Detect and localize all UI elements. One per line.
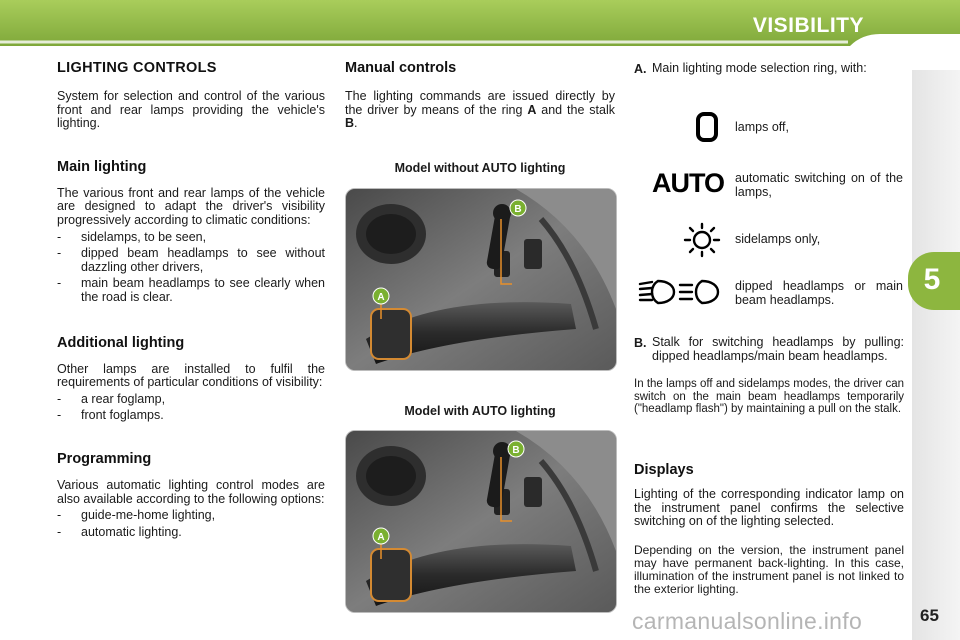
photo-label-b: B [512, 445, 520, 456]
list-item: - main beam headlamps to see clearly when the road is clear. [57, 276, 325, 304]
stalk-illustration [346, 431, 616, 612]
lighting-controls-intro: System for selection and control of the various front and rear lamps providing the vehicle's lighting. [57, 89, 325, 131]
headlamps-icon [638, 278, 722, 306]
additional-lighting-heading: Additional lighting [57, 334, 185, 351]
displays-heading: Displays [634, 462, 694, 478]
figure-caption-without-auto: Model without AUTO lighting [394, 161, 566, 175]
manual-controls-heading: Manual controls [345, 60, 457, 76]
photo-label-a: A [377, 532, 385, 543]
page-header [0, 0, 960, 46]
chapter-number: 5 [923, 263, 941, 296]
stalk-illustration [346, 189, 616, 370]
programming-text: Various automatic lighting control modes are also available according to the following options: [57, 477, 325, 506]
photo-label-a: A [377, 292, 385, 303]
stalk-photo-without-auto [345, 188, 617, 371]
programming-list [57, 509, 325, 539]
displays-text-1: Lighting of the corresponding indicator lamp on the instrument panel confirms the selective switching on of the lighting selected. [634, 487, 904, 529]
main-lighting-list [57, 231, 325, 305]
manual-controls-text: The lighting commands are issued directly by the driver by means of the ring A and the stalk B. [345, 89, 616, 131]
displays-text-2: Depending on the version, the instrument panel may have permanent back-lighting. In this case, illumination of the instrument panel is not linked to the exterior lighting. [634, 543, 904, 596]
list-item: - dipped beam headlamps to see without dazzling other drivers, [57, 246, 325, 274]
lighting-controls-heading: LIGHTING CONTROLS [57, 60, 217, 76]
side-strip [912, 70, 960, 640]
additional-lighting-list [57, 393, 325, 423]
column-controls-detail: A. Main lighting mode selection ring, with: lamps off, AUTO automatic switching on of the lamps, sidelamps only, dipped headlamps or main beam headlamps. B. Stalk for switching headlamps by pulling: dipped headlamps/main beam headlamps. In the lamps off and sidelamps modes, the driver can switch on the main beam headlamps temporarily ("headlamp flash") by maintaining a pull on the stalk. Displays Lighting of the corresponding indicator lamp on the instrument panel confirms the selective switching on of the lighting selected. Depending on the version, the instrument panel may have permanent back-lighting. In this case, illumination of the instrument panel is not linked to the exterior lighting. [634, 61, 904, 596]
page-number: 65 [920, 606, 939, 625]
lamps-off-icon [695, 112, 719, 142]
photo-label-b: B [514, 204, 522, 215]
list-item: - automatic lighting. [57, 524, 182, 539]
main-lighting-heading: Main lighting [57, 158, 147, 175]
programming-heading: Programming [57, 450, 152, 467]
stalk-photo-with-auto [345, 430, 617, 613]
stalk-b-description: B. Stalk for switching headlamps by pulling: dipped headlamps/main beam headlamps. [634, 335, 904, 363]
additional-lighting-text: Other lamps are installed to fulfil the requirements of particular conditions of visibility: [57, 361, 325, 390]
column-lighting-controls [57, 60, 325, 539]
ring-a-description: A. Main lighting mode selection ring, with: [634, 61, 867, 76]
column-manual-controls [345, 60, 615, 131]
headlamp-flash-note: In the lamps off and sidelamps modes, the driver can switch on the main beam headlamps temporarily ("headlamp flash") by maintaining a pull on the stalk. [634, 378, 904, 416]
sidelamps-icon [682, 222, 722, 258]
section-title: VISIBILITY [752, 14, 864, 37]
watermark: carmanualsonline.info [632, 608, 863, 634]
list-item: - front foglamps. [57, 408, 164, 423]
chapter-tab [908, 252, 960, 310]
auto-icon: AUTO [652, 168, 725, 198]
list-item: - sidelamps, to be seen, [57, 229, 207, 244]
list-item: - a rear foglamp, [57, 391, 166, 406]
list-item: - guide-me-home lighting, [57, 508, 216, 523]
main-lighting-text: The various front and rear lamps of the vehicle are designed to adapt the driver's visibility progressively according to climatic conditions: [57, 185, 325, 227]
figure-caption-with-auto: Model with AUTO lighting [404, 404, 556, 418]
